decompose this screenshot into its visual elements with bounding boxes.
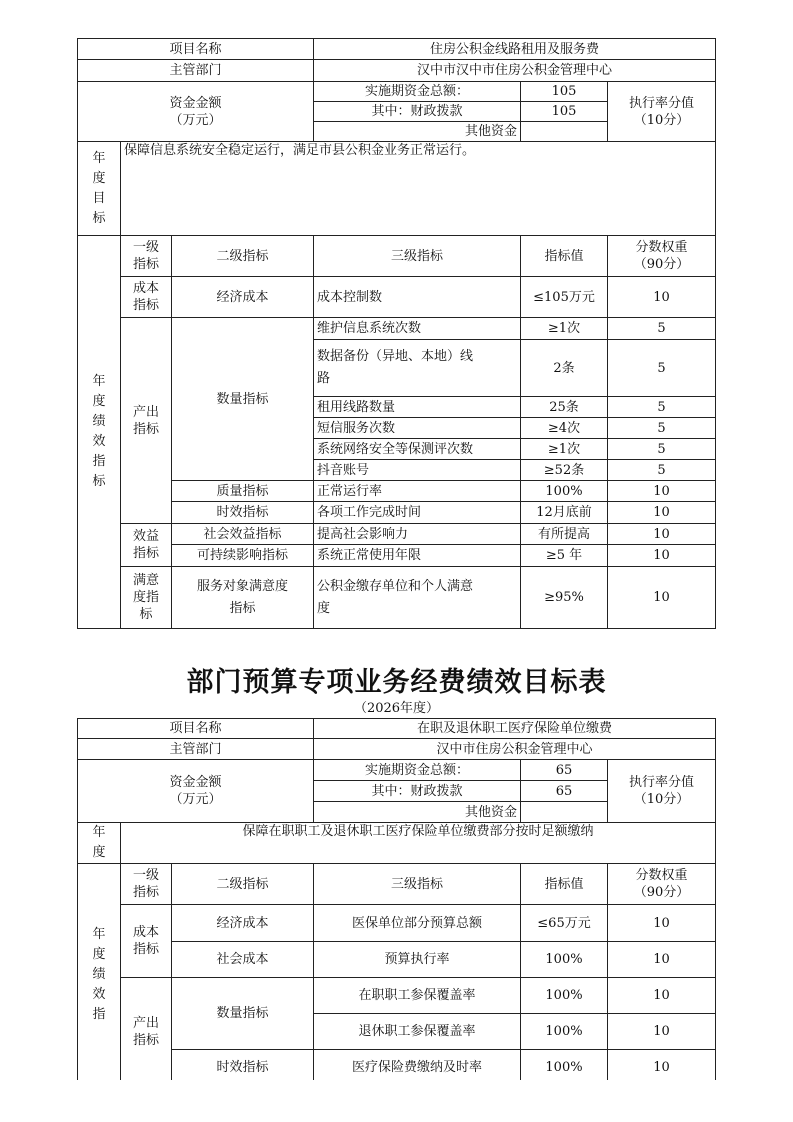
level2-cell: 可持续影响指标 (172, 545, 314, 567)
annual-performance-label: 年 度 绩 效 指 (78, 864, 121, 1086)
header-value: 指标值 (521, 864, 608, 905)
value-cell: ≥4次 (521, 418, 608, 439)
level3-cell: 预算执行率 (314, 942, 521, 978)
other-funds-value (521, 802, 608, 823)
level3-cell: 系统网络安全等保测评次数 (314, 439, 521, 460)
value-cell: 100% (521, 978, 608, 1014)
weight-cell: 10 (608, 524, 716, 545)
annual-goal-label: 年 度 (78, 823, 121, 864)
funds-label: 资金金额 （万元） (78, 760, 314, 823)
level2-cell: 经济成本 (172, 905, 314, 942)
annual-goal-text: 保障信息系统安全稳定运行，满足市县公积金业务正常运行。 (121, 142, 716, 236)
level3-cell: 公积金缴存单位和个人满意 度 (314, 567, 521, 629)
value-cell: 12月底前 (521, 502, 608, 524)
level3-cell: 短信服务次数 (314, 418, 521, 439)
value-cell: ≥52条 (521, 460, 608, 481)
value-cell: 25条 (521, 397, 608, 418)
level3-cell: 退休职工参保覆盖率 (314, 1014, 521, 1050)
weight-cell: 5 (608, 397, 716, 418)
level2-cell: 质量指标 (172, 481, 314, 502)
fiscal-funds-label: 其中：财政拨款 (314, 781, 521, 802)
level2-cell: 社会成本 (172, 942, 314, 978)
weight-cell: 5 (608, 439, 716, 460)
level3-cell: 医疗保险费缴纳及时率 (314, 1050, 521, 1086)
level2-cell: 数量指标 (172, 978, 314, 1050)
level2-cell: 社会效益指标 (172, 524, 314, 545)
level3-cell: 维护信息系统次数 (314, 318, 521, 340)
weight-cell: 5 (608, 460, 716, 481)
value-cell: ≥95% (521, 567, 608, 629)
weight-cell: 10 (608, 1014, 716, 1050)
dept-label: 主管部门 (78, 739, 314, 760)
header-level3: 三级指标 (314, 236, 521, 277)
level1-cost: 成本 指标 (121, 905, 172, 978)
total-funds-value: 65 (521, 760, 608, 781)
level3-cell: 租用线路数量 (314, 397, 521, 418)
fiscal-funds-value: 65 (521, 781, 608, 802)
dept-value: 汉中市住房公积金管理中心 (314, 739, 716, 760)
dept-label: 主管部门 (78, 60, 314, 82)
other-funds-value (521, 122, 608, 142)
weight-cell: 5 (608, 318, 716, 340)
level1-satisfaction: 满意 度指 标 (121, 567, 172, 629)
value-cell: ≥1次 (521, 439, 608, 460)
header-level2: 二级指标 (172, 236, 314, 277)
weight-cell: 10 (608, 942, 716, 978)
weight-cell: 10 (608, 481, 716, 502)
value-cell: ≤65万元 (521, 905, 608, 942)
level3-cell: 各项工作完成时间 (314, 502, 521, 524)
annual-goal-text: 保障在职职工及退休职工医疗保险单位缴费部分按时足额缴纳 (121, 823, 716, 864)
weight-cell: 10 (608, 277, 716, 318)
level2-cell: 数量指标 (172, 318, 314, 481)
header-level3: 三级指标 (314, 864, 521, 905)
weight-cell: 10 (608, 905, 716, 942)
level1-output: 产出 指标 (121, 318, 172, 524)
level2-cell: 服务对象满意度 指标 (172, 567, 314, 629)
level3-cell: 医保单位部分预算总额 (314, 905, 521, 942)
weight-cell: 10 (608, 567, 716, 629)
level1-output: 产出 指标 (121, 978, 172, 1086)
annual-performance-label: 年 度 绩 效 指 标 (78, 236, 121, 629)
level2-cell: 时效指标 (172, 502, 314, 524)
weight-cell: 5 (608, 340, 716, 397)
value-cell: 100% (521, 1014, 608, 1050)
level3-cell: 正常运行率 (314, 481, 521, 502)
level3-cell: 数据备份（异地、本地）线 路 (314, 340, 521, 397)
table2-title: 部门预算专项业务经费绩效目标表 (186, 667, 607, 698)
dept-value: 汉中市汉中市住房公积金管理中心 (314, 60, 716, 82)
total-funds-value: 105 (521, 82, 608, 102)
execution-rate-label: 执行率分值 （10分） (608, 760, 716, 823)
page-bottom-margin (0, 1080, 793, 1122)
other-funds-label: 其他资金 (314, 122, 521, 142)
level3-cell: 抖音账号 (314, 460, 521, 481)
level3-cell: 提高社会影响力 (314, 524, 521, 545)
project-name-value: 住房公积金线路租用及服务费 (314, 39, 716, 60)
weight-cell: 10 (608, 1050, 716, 1086)
value-cell: 有所提高 (521, 524, 608, 545)
weight-cell: 10 (608, 545, 716, 567)
level1-benefit: 效益 指标 (121, 524, 172, 567)
level3-cell: 系统正常使用年限 (314, 545, 521, 567)
funds-label: 资金金额 （万元） (78, 82, 314, 142)
header-weight: 分数权重 （90分） (608, 864, 716, 905)
other-funds-label: 其他资金 (314, 802, 521, 823)
level2-cell: 经济成本 (172, 277, 314, 318)
fiscal-funds-value: 105 (521, 102, 608, 122)
header-weight: 分数权重 （90分） (608, 236, 716, 277)
execution-rate-label: 执行率分值 （10分） (608, 82, 716, 142)
weight-cell: 5 (608, 418, 716, 439)
project-name-label: 项目名称 (78, 719, 314, 739)
value-cell: 2条 (521, 340, 608, 397)
table2-year: （2026年度） (353, 701, 440, 716)
weight-cell: 10 (608, 978, 716, 1014)
performance-table-2 (77, 718, 716, 1086)
value-cell: 100% (521, 1050, 608, 1086)
header-level2: 二级指标 (172, 864, 314, 905)
weight-cell: 10 (608, 502, 716, 524)
value-cell: ≥1次 (521, 318, 608, 340)
level2-cell: 时效指标 (172, 1050, 314, 1086)
total-funds-label: 实施期资金总额： (314, 82, 521, 102)
level3-cell: 成本控制数 (314, 277, 521, 318)
level3-cell: 在职职工参保覆盖率 (314, 978, 521, 1014)
level1-cost: 成本 指标 (121, 277, 172, 318)
value-cell: 100% (521, 942, 608, 978)
fiscal-funds-label: 其中：财政拨款 (314, 102, 521, 122)
value-cell: ≥5 年 (521, 545, 608, 567)
header-level1: 一级 指标 (121, 236, 172, 277)
performance-table-1 (77, 38, 716, 629)
total-funds-label: 实施期资金总额： (314, 760, 521, 781)
value-cell: ≤105万元 (521, 277, 608, 318)
project-name-label: 项目名称 (78, 39, 314, 60)
value-cell: 100% (521, 481, 608, 502)
header-value: 指标值 (521, 236, 608, 277)
project-name-value: 在职及退休职工医疗保险单位缴费 (314, 719, 716, 739)
annual-goal-label: 年 度 目 标 (78, 142, 121, 236)
header-level1: 一级 指标 (121, 864, 172, 905)
